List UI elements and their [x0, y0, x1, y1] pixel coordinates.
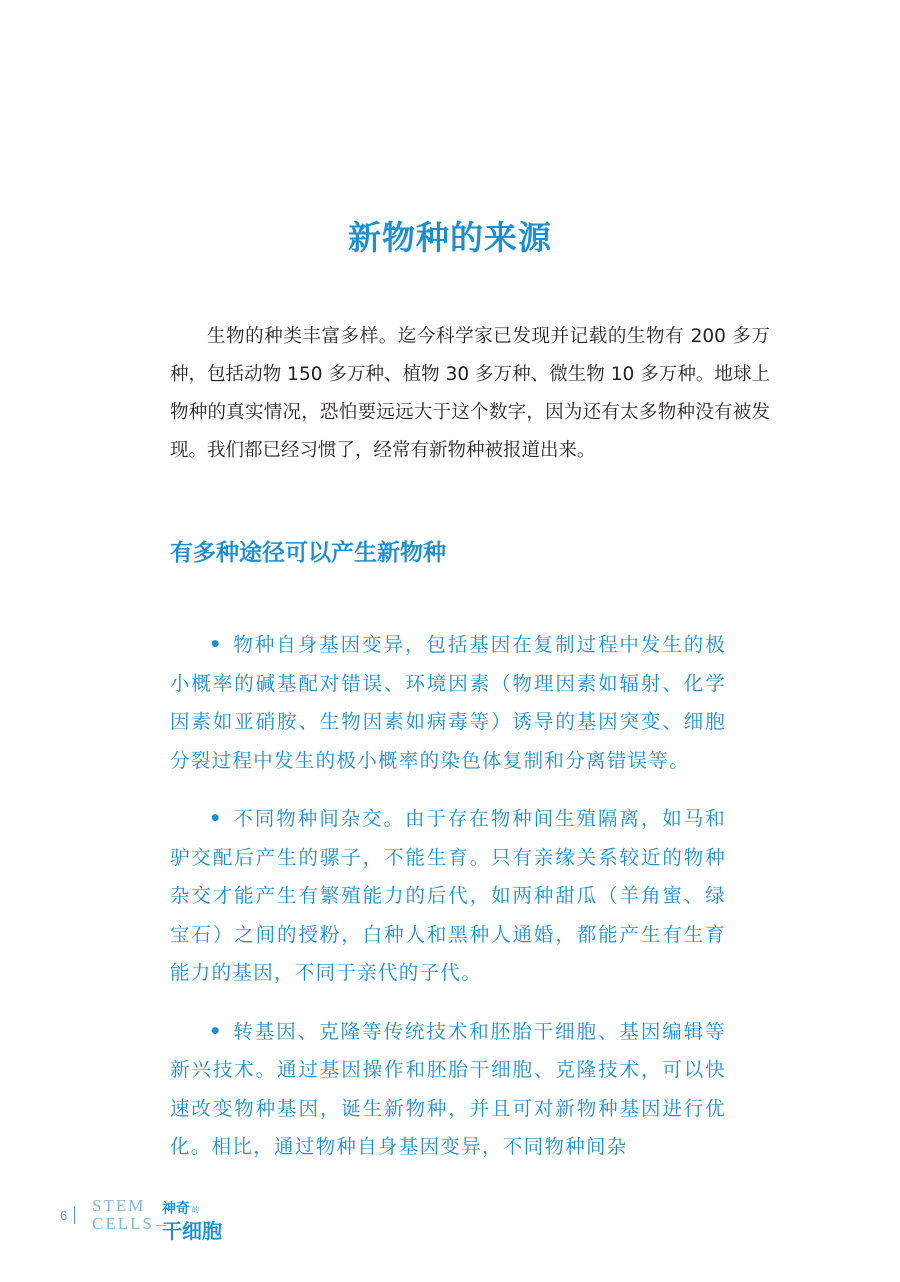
logo-cells-text: CELLS: [92, 1214, 154, 1233]
logo-title-top: 神奇: [162, 1201, 190, 1217]
bullet-text: 物种自身基因变异，包括基因在复制过程中发生的极小概率的碱基配对错误、环境因素（物理因素如辐射、化学因素如亚硝胺、生物因素如病毒等）诱导的基因突变、细胞分裂过程中发生的极小概率的染色体复制和分离错误等。: [170, 633, 726, 772]
page-number: 6: [60, 1208, 68, 1223]
logo-title-bottom: 干细胞: [162, 1219, 222, 1243]
logo-title-de: 的: [192, 1206, 199, 1214]
page-number-divider: [74, 1206, 75, 1224]
bullet-list: [170, 626, 726, 1187]
bullet-marker: •: [209, 633, 223, 656]
bullet-marker: •: [209, 1019, 223, 1043]
bullet-text: 不同物种间杂交。由于存在物种间生殖隔离，如马和驴交配后产生的骡子，不能生育。只有亲缘关系较近的物种杂交才能产生有繁殖能力的后代，如两种甜瓜（羊角蜜、绿宝石）之间的授粉，白种人和黑种人通婚，都能产生有生育能力的基因，不同于亲代的子代。: [170, 807, 726, 984]
bullet-item: [170, 626, 726, 780]
page-title: 新物种的来源: [348, 218, 552, 257]
intro-paragraph: 生物的种类丰富多样。迄今科学家已发现并记载的生物有 200 多万种，包括动物 150 多万种、植物 30 多万种、微生物 10 多万种。地球上物种的真实情况，恐怕要远远大于这个数字，因为还有太多物种没有被发现。我们都已经习惯了，经常有新物种被报道出来。: [170, 326, 770, 461]
bullet-text: 转基因、克隆等传统技术和胚胎干细胞、基因编辑等新兴技术。通过基因操作和胚胎干细胞、克隆技术，可以快速改变物种基因，诞生新物种，并且可对新物种基因进行优化。相比，通过物种自身基因变异，不同物种间杂: [170, 1019, 726, 1158]
page-footer: [60, 1196, 260, 1246]
bullet-item: [170, 800, 726, 993]
bullet-item: [170, 1013, 726, 1167]
logo-stem-text: STEM: [92, 1196, 146, 1215]
bullet-marker: •: [209, 807, 223, 830]
section-heading: 有多种途径可以产生新物种: [170, 540, 446, 566]
